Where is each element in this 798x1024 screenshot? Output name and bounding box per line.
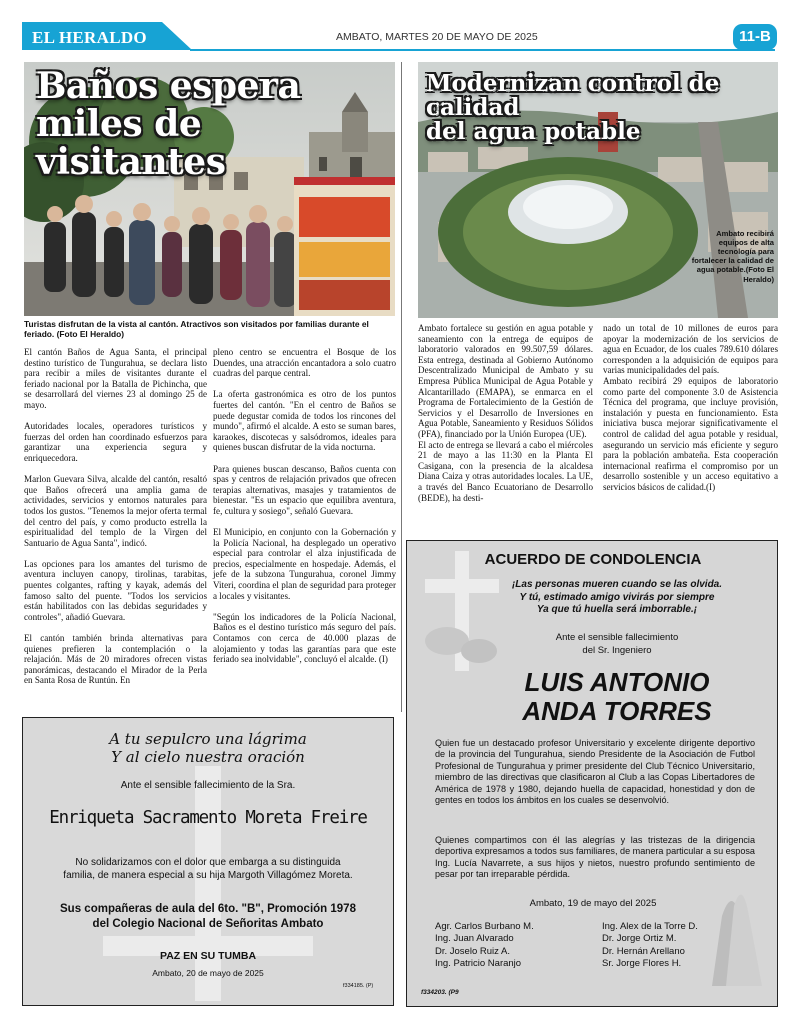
verse-line: A tu sepulcro una lágrima bbox=[109, 730, 307, 748]
quote-line: ¡Las personas mueren cuando se las olvida. bbox=[511, 579, 723, 590]
signers-right bbox=[602, 921, 772, 971]
paragraph: El cantón también brinda alternativas para quienes prefieren la contemplación o la relajación. Más de 20 miradores ofrecen vistas panorámicas, destacando el Mirador de la Perla en Santa Rosa de Runtún. En bbox=[24, 633, 207, 686]
moreta-closing: PAZ EN SU TUMBA bbox=[159, 950, 257, 962]
banos-column-2 bbox=[213, 347, 396, 665]
quote-line: Ya que tú huella será imborrable.¡ bbox=[536, 604, 698, 615]
paragraph: El acto de entrega se llevará a cabo el miércoles 21 de mayo a las 11:30 en la Planta El Casigana, con la presencia de la alcaldesa Diana Caiza y otras autoridades locales. La UE, a través del Banco Ecuatoriano de Desarrollo (BEDE), ha desti- bbox=[418, 439, 593, 503]
condolence-ad-moreta bbox=[22, 717, 394, 1006]
agua-headline bbox=[426, 72, 778, 144]
signer-name: Ing. Patricio Naranjo bbox=[435, 958, 522, 970]
page-number: 11-B bbox=[733, 24, 777, 50]
signer-name: Dr. Hernán Arellano bbox=[602, 945, 685, 957]
moreta-signers bbox=[23, 902, 393, 932]
paragraph: Marlon Guevara Silva, alcalde del cantón, resaltó que Baños ofrecerá una amplia gama de actividades, servicios y entornos naturales para todos los gustos. "Tenemos la mejor oferta termal del centro del país, y como producto estrella la espiritualidad del templo de la Virgen del Santuario de Agua Santa", indicó. bbox=[24, 474, 207, 548]
signer-line: del Colegio Nacional de Señoritas Ambato bbox=[92, 918, 324, 930]
message-line: No solidarizamos con el dolor que embarga a su distinguida bbox=[75, 857, 341, 868]
condolence-intro bbox=[467, 631, 767, 657]
agua-column-2 bbox=[603, 323, 778, 493]
banos-photo bbox=[24, 62, 395, 316]
header-rule bbox=[190, 49, 775, 51]
quote-line: Y tú, estimado amigo vivirás por siempre bbox=[519, 591, 715, 603]
agua-headline-line-2: del agua potable bbox=[426, 118, 641, 146]
agua-headline-line-1: Modernizan control de calidad bbox=[426, 70, 720, 122]
signer-name: Agr. Carlos Burbano M. bbox=[435, 921, 534, 932]
signer-name: Sr. Jorge Flores H. bbox=[602, 958, 682, 970]
ad-code: f334203. (P9 bbox=[421, 989, 459, 996]
moreta-date: Ambato, 20 de mayo de 2025 bbox=[152, 968, 264, 978]
signer-name: Ing. Juan Alvarado bbox=[435, 933, 514, 945]
condolence-paragraph-2: Quienes compartimos con él las alegrías y las tristezas de la dirigencia deportiva expresamos a todos sus familiares, de manera particular a su esposa Ing. Lucía Navarrete, a sus hijos y nietos, nuestro profundo sentimiento de pesar por tan irreparable pérdida. bbox=[435, 835, 755, 880]
masthead-title: EL HERALDO bbox=[32, 28, 147, 47]
intro-line: Ante el sensible fallecimiento bbox=[555, 632, 679, 643]
paragraph: Las opciones para los amantes del turismo de aventura incluyen canopy, tirolinas, tarabitas, puentes colgantes, rafting y kayak, además del famoso salto del puente. "Todos los servicios están habilitados con las debidas seguridades y controles", añadió Guevara. bbox=[24, 558, 207, 622]
signer-name: Dr. Jorge Ortiz M. bbox=[602, 933, 677, 945]
condolence-heading: ACUERDO DE CONDOLENCIA bbox=[484, 551, 702, 568]
ad-code: f334185. (P) bbox=[343, 983, 374, 989]
banos-headline: Baños espera miles de visitantes bbox=[36, 65, 301, 183]
paragraph: El cantón Baños de Agua Santa, el principal destino turístico de Tungurahua, se declara listo para recibir a miles de visitantes durante el feriado nacional por la Batalla de Pichincha, que se desarrollará del viernes 23 al domingo 25 de mayo. bbox=[24, 347, 207, 410]
paragraph: El Municipio, en conjunto con la Gobernación y la Policía Nacional, ha desplegado un operativo especial para controlar el alza injustificada de precios, especialmente en hospedaje. Además, el jefe de la subzona Tungurahua, coronel Jimmy Viteri, coordina el plan de seguridad para proteger a locales y visitantes. bbox=[213, 527, 396, 601]
moreta-intro: Ante el sensible fallecimiento de la Sra. bbox=[120, 780, 296, 791]
paragraph: pleno centro se encuentra el Bosque de los Duendes, una atracción encantadora a solo cuatro cuadras del parque central. bbox=[213, 347, 396, 379]
verse-line: Y al cielo nuestra oración bbox=[111, 748, 305, 766]
condolence-paragraph-1: Quien fue un destacado profesor Universitario y excelente dirigente deportivo de la provincia del Tungurahua, siendo Presidente de la Asociación de Futbol Profesional de Tungurahua y primer presidente del Club Técnico Universitario, miembro de las directivas que clasificaron al Club a las Copas Libertadores de América de 1978 y 1980, dejando huella de capacidad, honestidad y don de gentes en todos los ámbitos en los cuales se desenvolvió. bbox=[435, 738, 755, 806]
paragraph: Para quienes buscan descanso, Baños cuenta con spas y centros de relajación privados que ofrecen terapias alternativas, masajes y tratamientos de bienestar. "Es un espacio que equilibra aventura, fe, cultura y sosiego", señaló Guevara. bbox=[213, 463, 396, 516]
deceased-name-line: ANDA TORRES bbox=[522, 696, 712, 726]
banos-caption: Turistas disfrutan de la vista al cantón. Atractivos son visitados por familias durante el feriado. (Foto El Heraldo) bbox=[24, 319, 369, 340]
moreta-name: Enriqueta Sacramento Moreta Freire bbox=[49, 808, 367, 828]
signer-name: Ing. Alex de la Torre D. bbox=[602, 921, 698, 932]
deceased-name-line: LUIS ANTONIO bbox=[524, 667, 710, 697]
agua-column-1 bbox=[418, 323, 593, 503]
signers-left bbox=[435, 921, 605, 971]
condolence-quote bbox=[467, 579, 767, 617]
deceased-name bbox=[467, 668, 767, 726]
intro-line: del Sr. Ingeniero bbox=[582, 645, 652, 656]
paragraph: Ambato fortalece su gestión en agua potable y saneamiento con la entrega de equipos de laboratorio valorados en 99.507,59 dólares. Esta entrega, destinada al Gobierno Autónomo Descentralizado Municipal de Ambato y su Empresa Pública Municipal de Agua Potable y Alcantarillado (EMAPA), se enmarca en el Programa de Fortalecimiento de la Gestión de Servicios y el Desarrollo de Inversiones en Agua Potable, Saneamiento y Residuos Sólidos (PFA), financiado por la Unión Europea (UE). bbox=[418, 323, 593, 439]
agua-photo bbox=[418, 62, 778, 318]
paragraph: nado un total de 10 millones de euros para apoyar la modernización de los servicios de agua en Ecuador, de los cuales 789.610 dólares corresponden a la adquisición de equipos para varias municipalidades del país. bbox=[603, 323, 778, 376]
signer-line: Sus compañeras de aula del 6to. "B", Promoción 1978 bbox=[60, 903, 356, 915]
signer-name: Dr. Joselo Ruiz A. bbox=[435, 945, 510, 957]
paragraph: "Según los indicadores de la Policía Nacional, Baños es el destino turístico más seguro del país. Contamos con cerca de 40.000 plazas de alojamiento y todas las garantías para que este feriado sea inolvidable", concluyó el alcalde. (I) bbox=[213, 611, 396, 665]
paragraph: La oferta gastronómica es otro de los puntos fuertes del cantón. "En el centro de Baños se puede degustar comida de todos los rincones del mundo", afirmó el alcalde. A esto se suman bares, karaokes, discotecas y salsódromos, ideales para quienes buscan disfrutar de la vida nocturna. bbox=[213, 389, 396, 453]
agua-photo-caption: Ambato recibirá equipos de alta tecnología para fortalecer la calidad de agua potable.(Foto El Heraldo) bbox=[691, 229, 774, 284]
message-line: familia, de manera especial a su hija Margoth Villagómez Moreta. bbox=[63, 870, 353, 881]
masthead bbox=[22, 22, 192, 52]
condolence-ad-anda bbox=[406, 540, 778, 1007]
paragraph: Autoridades locales, operadores turísticos y fuerzas del orden han coordinado esfuerzos para garantizar una experiencia segura y enriquecedora. bbox=[24, 421, 207, 463]
cross-icon bbox=[43, 766, 373, 1001]
condolence-date: Ambato, 19 de mayo del 2025 bbox=[529, 898, 657, 909]
dateline: AMBATO, MARTES 20 DE MAYO DE 2025 bbox=[336, 31, 538, 43]
paragraph: Ambato recibirá 29 equipos de laboratorio como parte del componente 3.0 de Asistencia Técnica del programa, que incluye provisión, instalación y puesta en funcionamiento. Esta iniciativa busca mejorar significativamente el control de calidad del agua potable y residual, asegurando un servicio más eficiente y seguro para la población ambateña. Esta cooperación internacional reafirma el compromiso por un desarrollo sostenible y un acceso equitativo a servicios básicos de calidad.(I) bbox=[603, 375, 778, 492]
column-divider bbox=[401, 62, 402, 712]
banos-column-1 bbox=[24, 347, 207, 686]
moreta-message bbox=[23, 856, 393, 882]
verse bbox=[23, 730, 393, 766]
